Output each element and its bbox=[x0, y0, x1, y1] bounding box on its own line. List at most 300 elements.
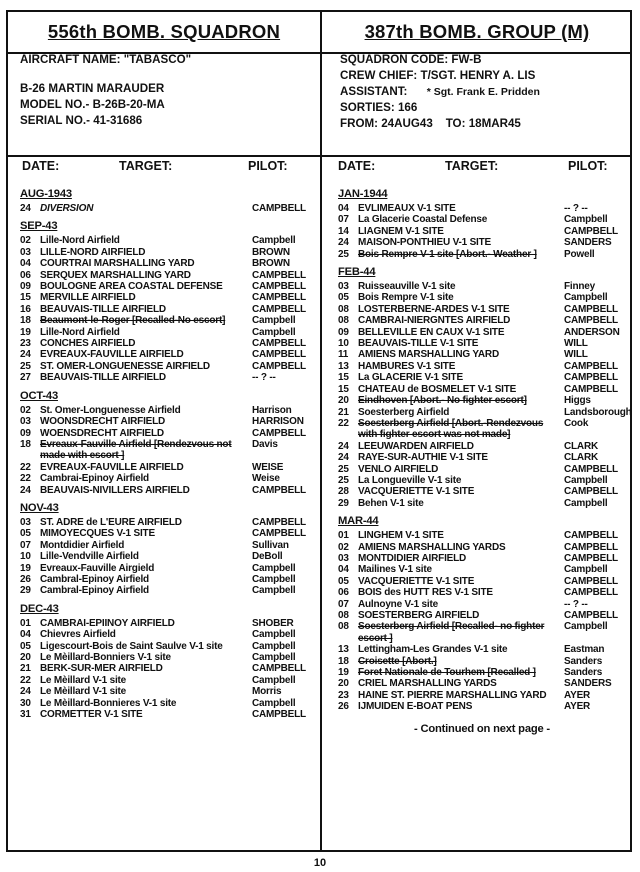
mission-target: COURTRAI MARSHALLING YARD bbox=[40, 258, 195, 270]
mission-target: Lille-Nord Airfield bbox=[40, 326, 120, 338]
mission-target: Aulnoyne V-1 site bbox=[358, 598, 438, 610]
mission-target: Le Mèillard V-1 site bbox=[40, 686, 127, 698]
aircraft-name: "TABASCO" bbox=[123, 53, 192, 66]
mission-pilot: CAMPBELL bbox=[252, 203, 306, 214]
mission-row bbox=[338, 395, 626, 406]
mission-target: LILLE-NORD AIRFIELD bbox=[40, 246, 146, 258]
mission-date: 22 bbox=[338, 417, 349, 429]
mission-pilot: CAMPBELL bbox=[252, 349, 306, 361]
mission-date: 24 bbox=[338, 452, 349, 464]
month-heading: NOV-43 bbox=[20, 501, 59, 514]
left-target-header: TARGET: bbox=[119, 159, 173, 173]
mission-date: 29 bbox=[338, 497, 349, 509]
mission-pilot: WILL bbox=[564, 338, 588, 350]
mission-row bbox=[20, 473, 314, 484]
mission-row bbox=[20, 663, 314, 674]
mission-target: BEAUVAIS-TILLE AIRFIELD bbox=[40, 372, 166, 384]
mission-date: 09 bbox=[338, 326, 349, 338]
mission-target: EVREAUX-FAUVILLE AIRFIELD bbox=[40, 461, 184, 473]
mission-date: 20 bbox=[338, 395, 349, 407]
mission-pilot: Campbell bbox=[252, 315, 296, 327]
mission-date: 26 bbox=[20, 573, 31, 585]
mission-target: BEAUVAIS-TILLE V-1 SITE bbox=[358, 338, 479, 350]
mission-pilot: AYER bbox=[564, 701, 591, 713]
mission-pilot: CAMPBELL bbox=[564, 303, 618, 315]
mission-row bbox=[338, 384, 626, 395]
mission-target: MERVILLE AIRFIELD bbox=[40, 292, 136, 304]
mission-pilot: Campbell bbox=[252, 585, 296, 597]
assistant-value: * Sgt. Frank E. Pridden bbox=[426, 86, 540, 98]
mission-date: 21 bbox=[338, 406, 349, 418]
mission-pilot: Campbell bbox=[252, 326, 296, 338]
mission-target: La Longueville V-1 site bbox=[358, 474, 462, 486]
mission-row bbox=[20, 270, 314, 281]
mission-pilot: Campbell bbox=[564, 214, 608, 226]
month-heading: SEP-43 bbox=[20, 220, 58, 233]
mission-date: 15 bbox=[338, 372, 349, 384]
from-label: FROM: bbox=[340, 117, 378, 130]
mission-date: 10 bbox=[338, 338, 349, 350]
mission-pilot: Higgs bbox=[564, 395, 591, 407]
mission-date: 24 bbox=[338, 440, 349, 452]
mission-row bbox=[20, 315, 314, 326]
mission-target: Eindhoven [Abort.- No fighter escort] bbox=[358, 395, 527, 407]
mission-row bbox=[338, 441, 626, 452]
mission-target: ST. OMER-LONGUENESSE AIRFIELD bbox=[40, 360, 210, 372]
aircraft-name-label: AIRCRAFT NAME: bbox=[20, 53, 121, 66]
aircraft-name-line bbox=[20, 52, 320, 68]
assistant-line bbox=[340, 84, 632, 100]
mission-pilot: CAMPBELL bbox=[252, 427, 306, 439]
mission-pilot: CAMPBELL bbox=[252, 528, 306, 540]
mission-date: 19 bbox=[20, 562, 31, 574]
mission-pilot: Eastman bbox=[564, 644, 605, 656]
mission-date: 28 bbox=[338, 486, 349, 498]
aircraft-type: B-26 MARTIN MARAUDER bbox=[20, 82, 165, 95]
mission-row bbox=[20, 349, 314, 360]
mission-row bbox=[338, 237, 626, 248]
mission-target: AMIENS MARSHALLING YARDS bbox=[358, 541, 506, 553]
mission-row bbox=[20, 629, 314, 640]
mission-target: LINGHEM V-1 SITE bbox=[358, 530, 444, 542]
mission-row bbox=[20, 675, 314, 686]
mission-target: Beaumont-le-Roger [Recalled-No escort] bbox=[40, 315, 226, 327]
mission-target: BOULOGNE AREA COASTAL DEFENSE bbox=[40, 281, 223, 293]
mission-pilot: Sanders bbox=[564, 667, 603, 679]
month-heading: FEB-44 bbox=[338, 266, 376, 279]
mission-target: BELLEVILLE EN CAUX V-1 SITE bbox=[358, 326, 505, 338]
mission-date: 06 bbox=[20, 269, 31, 281]
mission-row bbox=[20, 618, 314, 629]
mission-target: BEAUVAIS-NIVILLERS AIRFIELD bbox=[40, 484, 190, 496]
mission-pilot: BROWN bbox=[252, 246, 290, 258]
to-label: TO: bbox=[445, 117, 466, 130]
mission-row bbox=[20, 652, 314, 663]
mission-row bbox=[20, 439, 314, 462]
mission-pilot: CAMPBELL bbox=[252, 709, 306, 721]
mission-date: 24 bbox=[338, 237, 349, 249]
left-pilot-header: PILOT: bbox=[248, 159, 288, 173]
mission-pilot: HARRISON bbox=[252, 416, 304, 428]
right-column bbox=[322, 12, 632, 735]
mission-pilot: CAMPBELL bbox=[252, 516, 306, 528]
mission-row bbox=[338, 621, 626, 644]
mission-target: Montdidier Airfield bbox=[40, 539, 125, 551]
mission-target: Soesterberg Airfield bbox=[358, 406, 450, 418]
mission-row bbox=[20, 372, 314, 383]
mission-row bbox=[338, 349, 626, 360]
mission-date: 04 bbox=[338, 203, 349, 214]
mission-pilot: Sullivan bbox=[252, 539, 289, 551]
mission-pilot: CAMPBELL bbox=[564, 225, 618, 237]
mission-date: 07 bbox=[20, 539, 31, 551]
mission-pilot: Campbell bbox=[252, 573, 296, 585]
mission-pilot: CAMPBELL bbox=[252, 338, 306, 350]
group-title: 387th BOMB. GROUP (M) bbox=[364, 21, 590, 42]
mission-target: Soesterberg Airfield [Recalled- no fighter escort ] bbox=[358, 621, 545, 644]
mission-row bbox=[20, 361, 314, 372]
mission-target: Le Mèillard-Bonnieres V-1 site bbox=[40, 697, 177, 709]
mission-target: La GLACERIE V-1 SITE bbox=[358, 372, 463, 384]
mission-row bbox=[20, 203, 314, 214]
mission-pilot: CAMPBELL bbox=[564, 372, 618, 384]
mission-pilot: Campbell bbox=[252, 235, 296, 247]
left-mission-list bbox=[20, 186, 314, 720]
mission-row bbox=[338, 701, 626, 712]
mission-target: MONTDIDIER AIRFIELD bbox=[358, 552, 467, 564]
mission-row bbox=[338, 542, 626, 553]
mission-target: Behen V-1 site bbox=[358, 497, 424, 509]
mission-row bbox=[338, 327, 626, 338]
mission-row bbox=[338, 530, 626, 541]
mission-row bbox=[338, 475, 626, 486]
mission-pilot: Campbell bbox=[252, 674, 296, 686]
mission-pilot: Campbell bbox=[564, 474, 608, 486]
mission-target: La Glacerie Coastal Defense bbox=[358, 214, 488, 226]
mission-row bbox=[20, 281, 314, 292]
mission-target: LIAGNEM V-1 SITE bbox=[358, 225, 444, 237]
mission-row bbox=[338, 599, 626, 610]
mission-pilot: WEISE bbox=[252, 461, 284, 473]
mission-row bbox=[20, 517, 314, 528]
mission-target: Lille-Vendville Airfield bbox=[40, 551, 139, 563]
mission-row bbox=[20, 258, 314, 269]
mission-date: 05 bbox=[20, 640, 31, 652]
mission-row bbox=[338, 610, 626, 621]
mission-row bbox=[338, 372, 626, 383]
mission-row bbox=[338, 486, 626, 497]
mission-pilot: ANDERSON bbox=[564, 326, 620, 338]
mission-target: EVREAUX-FAUVILLE AIRFIELD bbox=[40, 349, 184, 361]
serial-label: SERIAL NO.- bbox=[20, 114, 90, 127]
mission-pilot: Campbell bbox=[252, 652, 296, 663]
mission-pilot: Campbell bbox=[564, 564, 608, 576]
mission-row bbox=[20, 428, 314, 439]
mission-row bbox=[20, 247, 314, 258]
mission-target: Chievres Airfield bbox=[40, 629, 116, 641]
mission-pilot: BROWN bbox=[252, 258, 290, 270]
mission-pilot: Campbell bbox=[252, 562, 296, 574]
mission-target: Lettingham-Les Grandes V-1 site bbox=[358, 644, 508, 656]
mission-row bbox=[338, 498, 626, 509]
mission-pilot: WILL bbox=[564, 349, 588, 361]
mission-date: 24 bbox=[20, 686, 31, 698]
mission-target: WOENSDRECHT AIRFIELD bbox=[40, 427, 164, 439]
left-column bbox=[8, 12, 320, 721]
squadron-code: SQUADRON CODE: FW-B bbox=[340, 53, 482, 66]
mission-row bbox=[338, 338, 626, 349]
mission-target: Croisette [Abort.] bbox=[358, 655, 437, 667]
mission-date: 24 bbox=[20, 484, 31, 496]
mission-date: 08 bbox=[338, 315, 349, 327]
mission-target: LEEUWARDEN AIRFIELD bbox=[358, 440, 474, 452]
mission-target: Bois Rempre V-1 site bbox=[358, 292, 454, 304]
mission-date: 14 bbox=[338, 225, 349, 237]
mission-date: 25 bbox=[338, 474, 349, 486]
mission-pilot: CAMPBELL bbox=[564, 463, 618, 475]
page-number: 10 bbox=[313, 857, 327, 869]
mission-target: IJMUIDEN E-BOAT PENS bbox=[358, 701, 473, 713]
mission-pilot: Campbell bbox=[252, 697, 296, 709]
mission-pilot: Campbell bbox=[564, 497, 608, 509]
serial-value: 41-31686 bbox=[93, 114, 143, 127]
mission-pilot: Cook bbox=[564, 417, 589, 429]
mission-row bbox=[338, 203, 626, 214]
mission-row bbox=[20, 416, 314, 427]
mission-date: 24 bbox=[20, 203, 31, 214]
mission-pilot: CAMPBELL bbox=[564, 610, 618, 621]
to-date: 18MAR45 bbox=[468, 117, 521, 130]
mission-date: 19 bbox=[338, 667, 349, 679]
mission-target: Foret Nationale de Tourhem [Recalled ] bbox=[358, 667, 536, 679]
mission-row bbox=[20, 235, 314, 246]
mission-pilot: Landsborough bbox=[564, 406, 632, 418]
aircraft-info bbox=[8, 43, 320, 129]
mission-target: BERK-SUR-MER AIRFIELD bbox=[40, 663, 163, 675]
mission-pilot: DeBoll bbox=[252, 551, 283, 563]
mission-target: BOIS des HUTT RES V-1 SITE bbox=[358, 587, 493, 599]
mission-date: 09 bbox=[20, 427, 31, 439]
mission-pilot: CAMPBELL bbox=[252, 663, 306, 675]
mission-date: 07 bbox=[338, 598, 349, 610]
mission-target: Cambrai-Epinoy Airfield bbox=[40, 473, 149, 485]
mission-target: Cambral-Epinoy Airfield bbox=[40, 585, 149, 597]
mission-target: SERQUEX MARSHALLING YARD bbox=[40, 269, 191, 281]
right-pilot-header: PILOT: bbox=[568, 159, 608, 173]
mission-date: 20 bbox=[20, 652, 31, 663]
mission-date: 09 bbox=[20, 281, 31, 293]
mission-target: SOESTERBERG AIRFIELD bbox=[358, 610, 480, 621]
mission-target: HAMBURES V-1 SITE bbox=[358, 360, 456, 372]
mission-target: MIMOYECQUES V-1 SITE bbox=[40, 528, 155, 540]
mission-target: Le Mèillard V-1 site bbox=[40, 674, 127, 686]
mission-target: VENLO AIRFIELD bbox=[358, 463, 439, 475]
mission-row bbox=[20, 709, 314, 720]
mission-pilot: Sanders bbox=[564, 655, 603, 667]
mission-date: 27 bbox=[20, 372, 31, 384]
mission-target: Le Mèillard-Bonniers V-1 site bbox=[40, 652, 171, 663]
mission-date: 06 bbox=[338, 587, 349, 599]
from-date: 24AUG43 bbox=[381, 117, 433, 130]
mission-pilot: CAMPBELL bbox=[564, 530, 618, 542]
mission-date: 18 bbox=[338, 655, 349, 667]
mission-row bbox=[338, 553, 626, 564]
mission-row bbox=[338, 226, 626, 237]
mission-row bbox=[20, 551, 314, 562]
mission-row bbox=[338, 656, 626, 667]
mission-date: 04 bbox=[20, 629, 31, 641]
mission-date: 23 bbox=[338, 689, 349, 701]
mission-target: EVLIMEAUX V-1 SITE bbox=[358, 203, 456, 214]
mission-date: 07 bbox=[338, 214, 349, 226]
mission-row bbox=[20, 540, 314, 551]
model-value: B-26B-20-MA bbox=[92, 98, 165, 111]
mission-target: AMIENS MARSHALLING YARD bbox=[358, 349, 499, 361]
mission-pilot: CAMPBELL bbox=[252, 292, 306, 304]
right-mission-list bbox=[338, 186, 632, 735]
month-heading: OCT-43 bbox=[20, 389, 58, 402]
mission-row bbox=[20, 292, 314, 303]
mission-date: 08 bbox=[338, 610, 349, 621]
mission-date: 01 bbox=[338, 530, 349, 542]
mission-row bbox=[20, 304, 314, 315]
mission-date: 18 bbox=[20, 438, 31, 450]
mission-row bbox=[20, 528, 314, 539]
mission-row bbox=[20, 405, 314, 416]
mission-pilot: CAMPBELL bbox=[252, 303, 306, 315]
mission-target: WOONSDRECHT AIRFIELD bbox=[40, 416, 166, 428]
mission-date: 22 bbox=[20, 674, 31, 686]
mission-target: Bois Rempre V-1 site [Abort.- Weather ] bbox=[358, 248, 537, 260]
mission-target: HAINE ST. PIERRE MARSHALLING YARD bbox=[358, 689, 547, 701]
mission-date: 02 bbox=[338, 541, 349, 553]
mission-date: 08 bbox=[338, 621, 349, 633]
mission-date: 01 bbox=[20, 617, 31, 629]
date-range bbox=[340, 116, 632, 132]
mission-date: 02 bbox=[20, 235, 31, 247]
mission-date: 23 bbox=[20, 338, 31, 350]
mission-pilot: CAMPBELL bbox=[252, 360, 306, 372]
header-divider bbox=[8, 155, 630, 157]
mission-row bbox=[338, 464, 626, 475]
mission-row bbox=[338, 418, 626, 441]
assistant-label: ASSISTANT: bbox=[340, 85, 408, 98]
mission-date: 13 bbox=[338, 644, 349, 656]
mission-date: 25 bbox=[20, 360, 31, 372]
mission-pilot: CAMPBELL bbox=[564, 541, 618, 553]
mission-pilot: CAMPBELL bbox=[564, 575, 618, 587]
mission-row bbox=[338, 214, 626, 225]
mission-target: CORMETTER V-1 SITE bbox=[40, 709, 143, 721]
mission-target: Cambral-Epinoy Airfield bbox=[40, 573, 149, 585]
mission-pilot: SANDERS bbox=[564, 678, 612, 690]
mission-row bbox=[338, 304, 626, 315]
left-date-header: DATE: bbox=[22, 159, 60, 173]
mission-row bbox=[338, 587, 626, 598]
mission-target: CAMBRAI-NIERGNTES AIRFIELD bbox=[358, 315, 511, 327]
mission-target: St. Omer-Longuenesse Airfield bbox=[40, 404, 181, 416]
mission-target: Soesterberg Airfield [Abort.-Rendezvous with fighter escort was not made] bbox=[358, 417, 544, 441]
mission-date: 16 bbox=[20, 303, 31, 315]
mission-pilot: Davis bbox=[252, 438, 278, 450]
right-date-header: DATE: bbox=[338, 159, 376, 173]
mission-row bbox=[20, 641, 314, 652]
month-heading: MAR-44 bbox=[338, 515, 379, 528]
mission-target: CRIEL MARSHALLING YARDS bbox=[358, 678, 497, 690]
mission-pilot: CAMPBELL bbox=[564, 486, 618, 498]
mission-pilot: CLARK bbox=[564, 452, 598, 464]
mission-target: Ligescourt-Bois de Saint Saulve V-1 site bbox=[40, 640, 223, 652]
continued-note: - Continued on next page - bbox=[414, 722, 550, 735]
mission-pilot: AYER bbox=[564, 689, 591, 701]
model-line bbox=[20, 97, 320, 113]
mission-date: 05 bbox=[20, 528, 31, 540]
mission-target: CHATEAU de BOSMELET V-1 SITE bbox=[358, 383, 517, 395]
mission-row bbox=[20, 574, 314, 585]
mission-row bbox=[20, 686, 314, 697]
mission-row bbox=[338, 667, 626, 678]
mission-pilot: Campbell bbox=[564, 292, 608, 304]
mission-target: CONCHES AIRFIELD bbox=[40, 338, 136, 350]
mission-pilot: Weise bbox=[252, 473, 280, 485]
mission-target: VACQUERIETTE V-1 SITE bbox=[358, 486, 475, 498]
mission-pilot: Campbell bbox=[564, 621, 608, 633]
mission-pilot: Morris bbox=[252, 686, 282, 698]
column-divider bbox=[320, 12, 322, 850]
mission-date: 25 bbox=[338, 248, 349, 260]
mission-date: 19 bbox=[20, 326, 31, 338]
mission-target: RAYE-SUR-AUTHIE V-1 SITE bbox=[358, 452, 488, 464]
mission-row bbox=[20, 485, 314, 496]
mission-pilot: Campbell bbox=[252, 629, 296, 641]
mission-pilot: -- ? -- bbox=[252, 372, 276, 384]
month-heading: JAN-1944 bbox=[338, 188, 388, 200]
mission-pilot: CAMPBELL bbox=[252, 281, 306, 293]
mission-pilot: SANDERS bbox=[564, 237, 612, 249]
mission-date: 18 bbox=[20, 315, 31, 327]
month-heading: AUG-1943 bbox=[20, 188, 72, 200]
model-label: MODEL NO.- bbox=[20, 98, 90, 111]
mission-date: 22 bbox=[20, 461, 31, 473]
mission-pilot: SHOBER bbox=[252, 617, 294, 629]
mission-row bbox=[338, 576, 626, 587]
mission-target: Ruisseauville V-1 site bbox=[358, 281, 456, 293]
mission-pilot: CAMPBELL bbox=[564, 315, 618, 327]
mission-date: 03 bbox=[338, 281, 349, 293]
mission-target: Mailines V-1 site bbox=[358, 564, 432, 576]
mission-row bbox=[20, 698, 314, 709]
mission-row bbox=[20, 563, 314, 574]
mission-row bbox=[338, 644, 626, 655]
serial-line bbox=[20, 113, 320, 129]
mission-row bbox=[20, 327, 314, 338]
mission-date: 04 bbox=[338, 564, 349, 576]
squadron-title: 556th BOMB. SQUADRON bbox=[47, 21, 281, 42]
mission-row bbox=[338, 281, 626, 292]
mission-row bbox=[338, 452, 626, 463]
sorties: SORTIES: 166 bbox=[340, 101, 418, 114]
mission-date: 05 bbox=[338, 575, 349, 587]
month-heading: DEC-43 bbox=[20, 602, 59, 615]
mission-date: 22 bbox=[20, 473, 31, 485]
mission-row bbox=[20, 585, 314, 596]
mission-target: LOSTERBERNE-ARDES V-1 SITE bbox=[358, 303, 510, 315]
crew-chief: CREW CHIEF: T/SGT. HENRY A. LIS bbox=[340, 69, 536, 82]
mission-date: 29 bbox=[20, 585, 31, 597]
mission-pilot: Finney bbox=[564, 281, 596, 293]
mission-date: 03 bbox=[20, 416, 31, 428]
mission-target: Evreaux-Fauville Airfield [Rendezvous not made with escort ] bbox=[40, 438, 232, 462]
